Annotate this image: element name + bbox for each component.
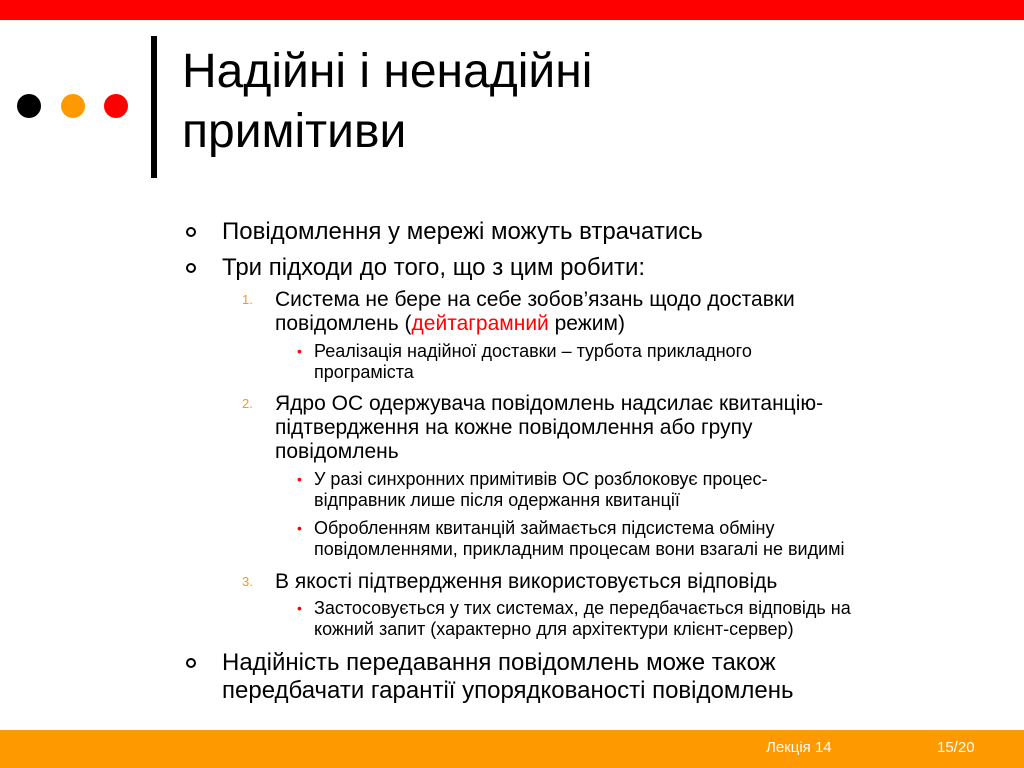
bullet-text: Надійність передавання повідомлень може також: [222, 649, 776, 676]
ring-bullet-icon: [186, 227, 196, 237]
sub-bullet-text: У разі синхронних примітивів ОС розблоковує процес-: [314, 469, 768, 489]
numbered-item-text: В якості підтвердження використовується відповідь: [275, 570, 778, 593]
decorative-dot-red-icon: [104, 94, 128, 118]
footer-lecture-label: Лекція 14: [766, 739, 832, 756]
footer-page-number: 15/20: [937, 739, 975, 756]
red-bullet-icon: •: [297, 471, 302, 487]
text-fragment: повідомлень (: [275, 312, 412, 335]
bullet-text: Повідомлення у мережі можуть втрачатись: [222, 218, 703, 245]
sub-bullet-text: повідомленнями, прикладним процесам вони взагалі не видимі: [314, 539, 845, 559]
title-divider: [151, 36, 157, 178]
sub-bullet-text: Застосовується у тих системах, де передбачається відповідь на: [314, 598, 851, 618]
footer-bar: [0, 730, 1024, 768]
sub-bullet-text: відправник лише після одержання квитанції: [314, 490, 680, 510]
decorative-dot-black-icon: [17, 94, 41, 118]
numbered-item-text: повідомлень: [275, 440, 399, 463]
highlighted-term: дейтаграмний: [411, 312, 549, 335]
sub-bullet-text: кожний запит (характерно для архітектури клієнт-сервер): [314, 619, 794, 639]
ring-bullet-icon: [186, 263, 196, 273]
numbered-item-text: [275, 312, 625, 336]
list-number: 1.: [242, 292, 253, 307]
red-bullet-icon: •: [297, 520, 302, 536]
bullet-text: Три підходи до того, що з цим робити:: [222, 254, 646, 281]
numbered-item-text: Система не бере на себе зобов’язань щодо доставки: [275, 288, 795, 311]
ring-bullet-icon: [186, 658, 196, 668]
top-accent-bar: [0, 0, 1024, 20]
numbered-item-text: підтвердження на кожне повідомлення або групу: [275, 416, 753, 439]
sub-bullet-text: Обробленням квитанцій займається підсистема обміну: [314, 518, 775, 538]
slide-title-line1: Надійні і ненадійні: [182, 45, 593, 98]
sub-bullet-text: Реалізація надійної доставки – турбота прикладного: [314, 341, 752, 361]
red-bullet-icon: •: [297, 343, 302, 359]
list-number: 3.: [242, 574, 253, 589]
sub-bullet-text: програміста: [314, 362, 414, 382]
numbered-item-text: Ядро ОС одержувача повідомлень надсилає квитанцію-: [275, 392, 824, 415]
text-fragment: режим): [548, 312, 625, 335]
decorative-dot-orange-icon: [61, 94, 85, 118]
slide-title-line2: примітиви: [182, 105, 407, 158]
list-number: 2.: [242, 396, 253, 411]
bullet-text: передбачати гарантії упорядкованості повідомлень: [222, 677, 794, 704]
slide-title: [182, 42, 982, 162]
red-bullet-icon: •: [297, 600, 302, 616]
